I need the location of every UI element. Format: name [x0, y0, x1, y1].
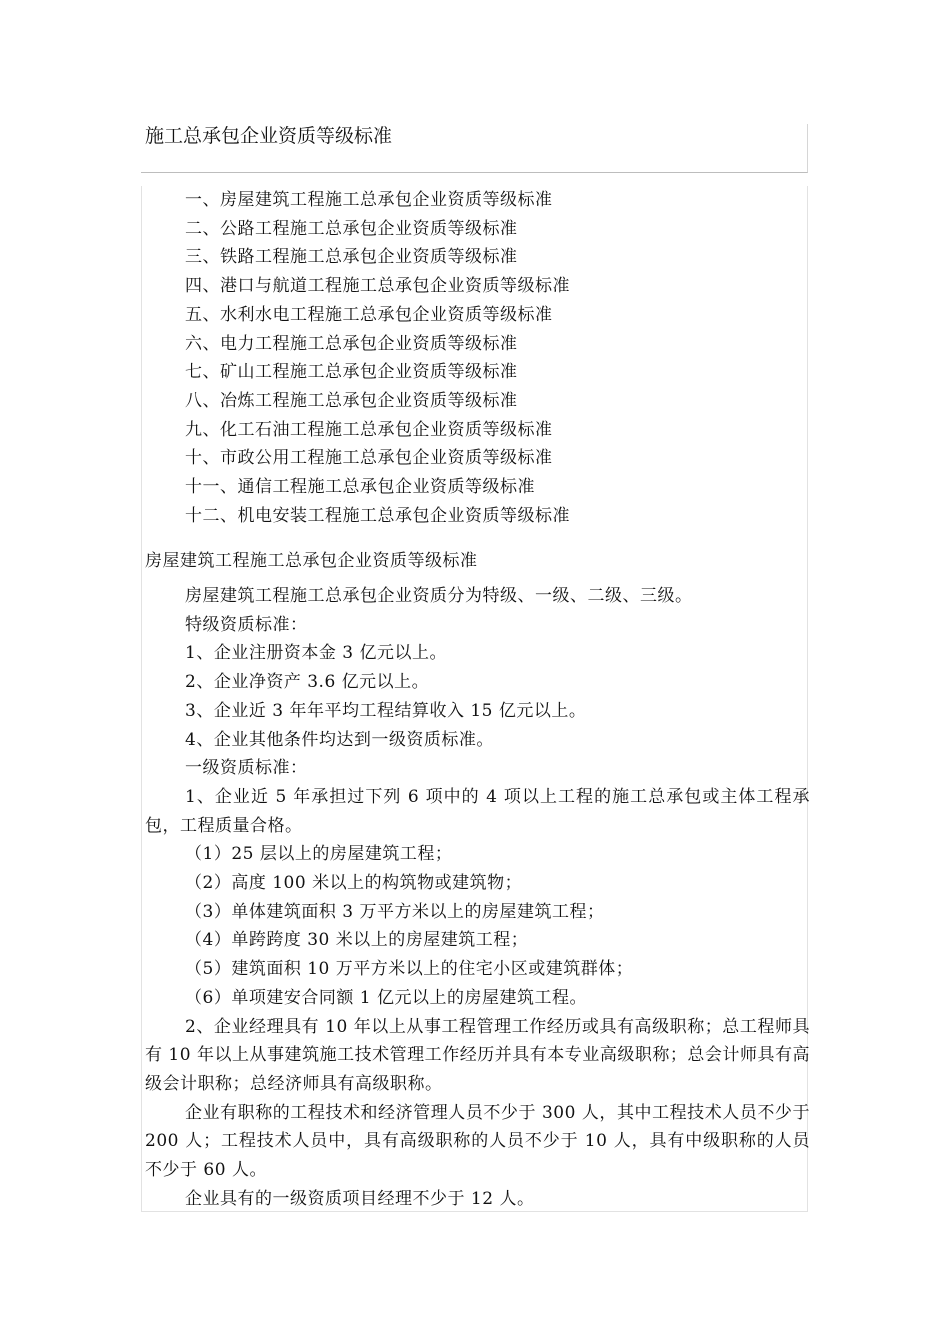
grade1-subitem: （2）高度 100 米以上的构筑物或建筑物； [185, 873, 523, 894]
special-grade-heading: 特级资质标准： [185, 614, 308, 635]
intro-paragraph: 房屋建筑工程施工总承包企业资质分为特级、一级、二级、三级。 [185, 586, 693, 606]
special-item: 1、企业注册资本金 3 亿元以上。 [185, 643, 447, 664]
toc-item: 五、水利水电工程施工总承包企业资质等级标准 [185, 304, 553, 325]
toc-item: 八、冶炼工程施工总承包企业资质等级标准 [185, 390, 518, 411]
toc-item: 四、港口与航道工程施工总承包企业资质等级标准 [185, 276, 570, 297]
table-of-contents [185, 186, 570, 530]
special-item: 4、企业其他条件均达到一级资质标准。 [185, 729, 494, 750]
toc-item: 十二、机电安装工程施工总承包企业资质等级标准 [185, 505, 570, 526]
special-item: 2、企业净资产 3.6 亿元以上。 [185, 672, 430, 693]
project-manager-paragraph: 企业具有的一级资质项目经理不少于 12 人。 [185, 1188, 535, 1209]
section-heading: 房屋建筑工程施工总承包企业资质等级标准 [145, 551, 478, 571]
toc-item: 九、化工石油工程施工总承包企业资质等级标准 [185, 419, 553, 440]
special-item: 3、企业近 3 年年平均工程结算收入 15 亿元以上。 [185, 700, 587, 721]
toc-item: 十一、通信工程施工总承包企业资质等级标准 [185, 477, 535, 498]
grade1-item: 2、企业经理具有 10 年以上从事工程管理工作经历或具有高级职称；总工程师具有 10 年以上从事建筑施工技术管理工作经历并具有本专业高级职称；总会计师具有高级会计职称；总经济师具有高级职称。 [145, 1016, 810, 1094]
grade1-subitem: （4）单跨跨度 30 米以上的房屋建筑工程； [185, 930, 529, 951]
grade1-subitem: （5）建筑面积 10 万平方米以上的住宅小区或建筑群体； [185, 959, 634, 980]
section-body [145, 582, 810, 1213]
grade1-item: 1、企业近 5 年承担过下列 6 项中的 4 项以上工程的施工总承包或主体工程承包，工程质量合格。 [145, 786, 810, 836]
grade1-subitem: （3）单体建筑面积 3 万平方米以上的房屋建筑工程； [185, 901, 605, 922]
staff-paragraph: 企业有职称的工程技术和经济管理人员不少于 300 人，其中工程技术人员不少于 200 人；工程技术人员中，具有高级职称的人员不少于 10 人，具有中级职称的人员不少于 60 人。 [145, 1102, 810, 1181]
toc-item: 六、电力工程施工总承包企业资质等级标准 [185, 333, 518, 354]
toc-item: 七、矿山工程施工总承包企业资质等级标准 [185, 362, 518, 383]
grade1-subitem: （1）25 层以上的房屋建筑工程； [185, 844, 453, 865]
toc-item: 一、房屋建筑工程施工总承包企业资质等级标准 [185, 190, 553, 210]
grade1-heading: 一级资质标准： [185, 758, 308, 779]
grade1-subitem: （6）单项建安合同额 1 亿元以上的房屋建筑工程。 [185, 987, 587, 1008]
toc-item: 十、市政公用工程施工总承包企业资质等级标准 [185, 448, 553, 469]
toc-item: 二、公路工程施工总承包企业资质等级标准 [185, 218, 518, 239]
toc-item: 三、铁路工程施工总承包企业资质等级标准 [185, 247, 518, 268]
page-title: 施工总承包企业资质等级标准 [145, 125, 393, 147]
